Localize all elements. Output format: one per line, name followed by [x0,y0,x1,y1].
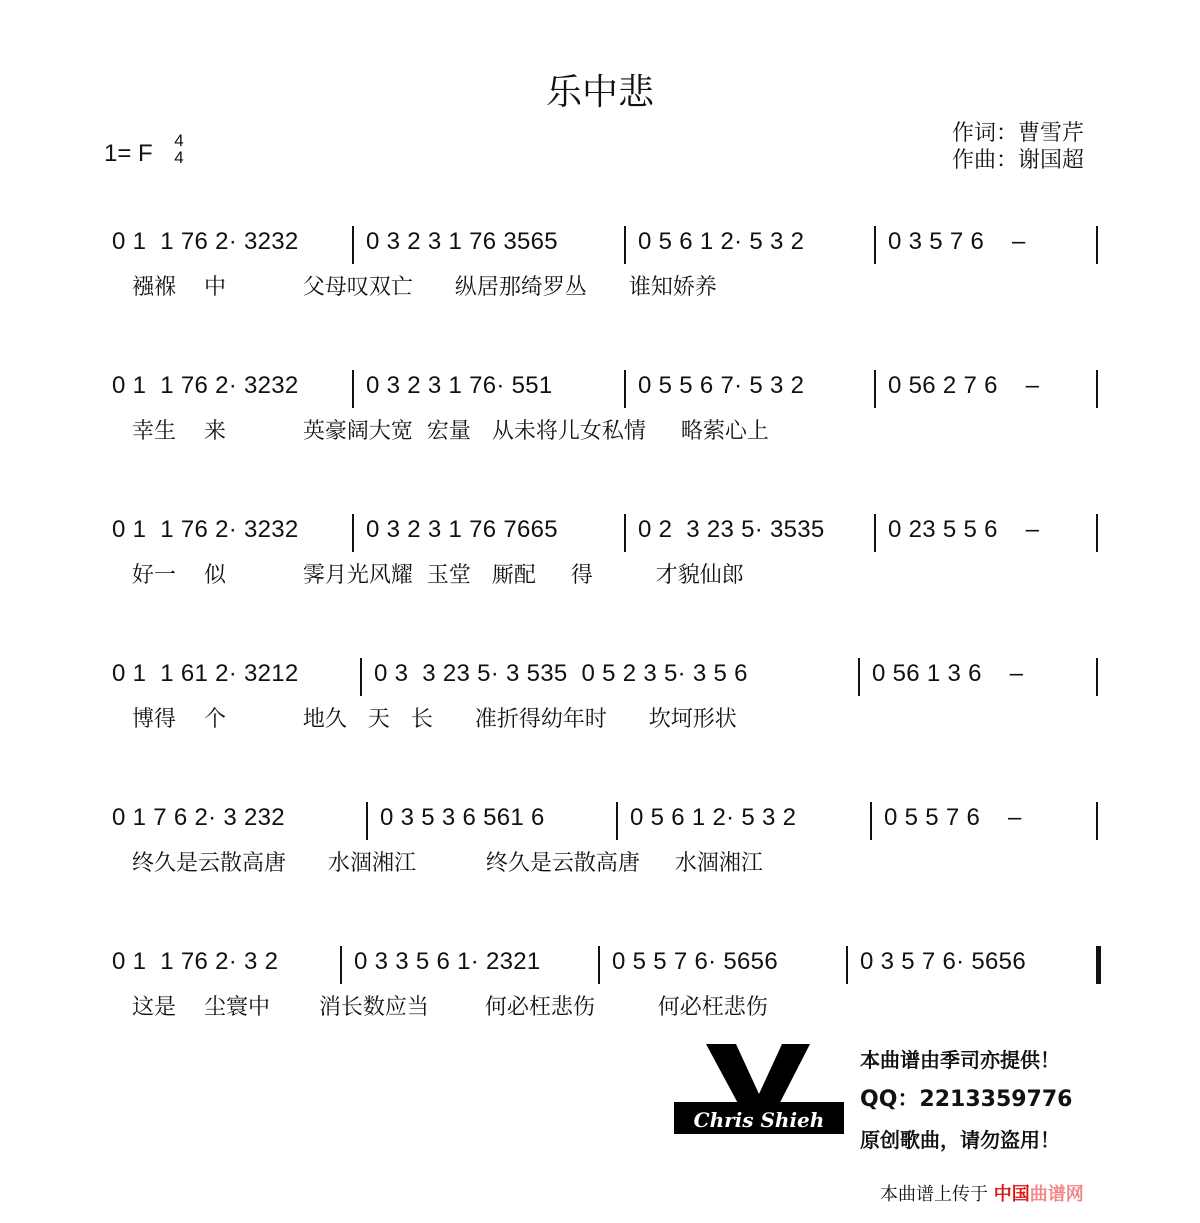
lyrics-line: 幸生 来 英豪阔大宽 宏量 从未将儿女私情 略萦心上 [132,419,769,444]
notes-line [112,372,1102,412]
notes-line [112,516,1102,556]
bar-line [624,514,626,552]
logo-text: Chris Shieh [693,1108,825,1132]
lyrics-line: 这是 尘寰中 消长数应当 何必枉悲伤 何必枉悲伤 [132,995,768,1020]
bar-line [360,658,362,696]
provider-qq: QQ：2213359776 [860,1087,1073,1112]
time-signature [172,132,186,166]
provider-info [860,1040,1100,1160]
measure: 0 1 1 76 2· 3232 [112,516,299,543]
measure: 0 1 1 76 2· 3 2 [112,948,279,975]
measure: 0 23 5 5 6 – [888,516,1040,543]
measure: 0 1 7 6 2· 3 232 [112,804,285,831]
lyrics-line: 好一 似 霁月光风耀 玉堂 厮配 得 才貌仙郎 [132,563,744,588]
measure: 0 1 1 76 2· 3232 [112,372,299,399]
provider-line3: 原创歌曲，请勿盗用！ [860,1128,1060,1152]
measure: 0 3 2 3 1 76 7665 [366,516,558,543]
bar-line [340,946,342,984]
footer-text: 本曲谱上传于 [880,1184,988,1205]
measure: 0 3 3 5 6 1· 2321 [354,948,541,975]
bar-line [352,514,354,552]
score-row [0,496,1200,606]
bar-line [874,226,876,264]
score-row [0,928,1200,1038]
notes-line [112,228,1102,268]
score-row [0,352,1200,462]
time-bottom: 4 [174,148,184,167]
measure: 0 3 5 7 6· 5656 [860,948,1026,975]
bar-line [366,802,368,840]
song-title: 乐中悲 [545,72,654,113]
measure: 0 1 1 61 2· 3212 [112,660,299,687]
measure: 0 3 3 23 5· 3 535 0 5 2 3 5· 3 5 6 [374,660,748,687]
notes-line [112,948,1102,988]
provider-line1: 本曲谱由季司亦提供！ [860,1048,1060,1072]
bar-line [352,370,354,408]
bar-line [870,802,872,840]
score-row [0,640,1200,750]
notes-line [112,804,1102,844]
measure: 0 5 6 1 2· 5 3 2 [638,228,805,255]
lyrics-line: 终久是云散高唐 水涸湘江 终久是云散高唐 水涸湘江 [132,851,763,876]
measure: 0 3 5 3 6 561 6 [380,804,545,831]
measure: 0 3 2 3 1 76 3565 [366,228,558,255]
footer [880,1180,1084,1206]
measure: 0 3 2 3 1 76· 551 [366,372,553,399]
footer-brand-2: 曲谱网 [1029,1184,1084,1205]
measure: 0 1 1 76 2· 3232 [112,228,299,255]
measure: 0 56 1 3 6 – [872,660,1024,687]
bar-line [1096,514,1098,552]
bar-line [874,514,876,552]
bar-line [598,946,600,984]
bar-line [1096,946,1101,984]
bar-line [858,658,860,696]
measure: 0 2 3 23 5· 3535 [638,516,825,543]
score-row [0,784,1200,894]
credits [952,120,1084,174]
bar-line [352,226,354,264]
footer-brand-1: 中国 [993,1184,1030,1205]
lyrics-line: 襁褓 中 父母叹双亡 纵居那绮罗丛 谁知娇养 [132,275,717,300]
bar-line [624,370,626,408]
lyrics-line: 博得 个 地久 天 长 准折得幼年时 坎坷形状 [132,707,737,732]
bar-line [1096,802,1098,840]
chris-shieh-logo [674,1040,844,1136]
bar-line [1096,658,1098,696]
measure: 0 5 5 7 6· 5656 [612,948,778,975]
time-top: 4 [174,131,184,150]
key-signature: 1= F [104,140,153,167]
score-row [0,208,1200,318]
measure: 0 56 2 7 6 – [888,372,1040,399]
measure: 0 3 5 7 6 – [888,228,1026,255]
bar-line [1096,226,1098,264]
lyricist: 作词：曹雪芹 [952,121,1085,146]
measure: 0 5 5 6 7· 5 3 2 [638,372,805,399]
bar-line [874,370,876,408]
measure: 0 5 6 1 2· 5 3 2 [630,804,797,831]
bar-line [624,226,626,264]
notes-line [112,660,1102,700]
bar-line [846,946,848,984]
bar-line [616,802,618,840]
composer: 作曲：谢国超 [952,148,1085,173]
bar-line [1096,370,1098,408]
measure: 0 5 5 7 6 – [884,804,1022,831]
